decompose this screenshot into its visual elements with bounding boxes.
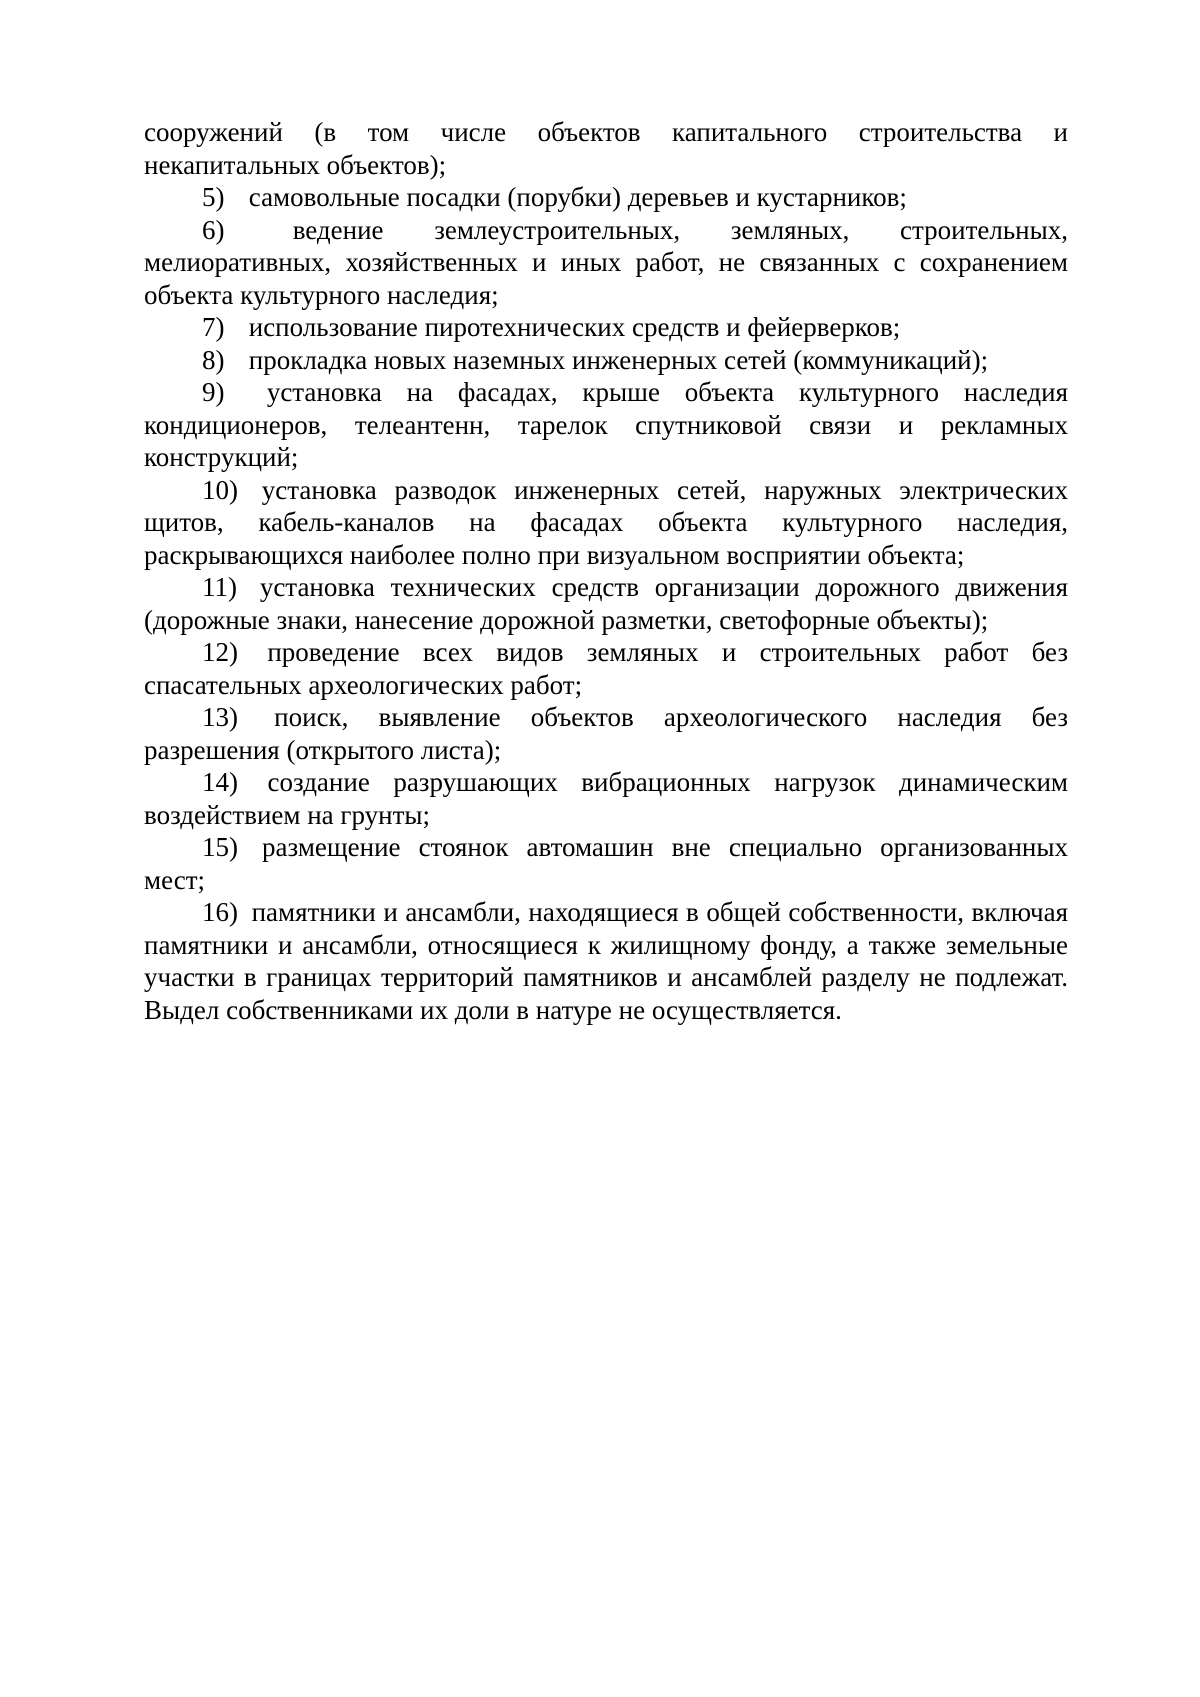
- list-item-number: 15): [202, 832, 238, 862]
- list-item-number: 7): [202, 312, 225, 342]
- list-item-text: использование пиротехнических средств и фейерверков;: [248, 312, 901, 342]
- list-item-text: размещение стоянок автомашин вне специально организованных мест;: [144, 832, 1069, 895]
- list-item: [144, 474, 1068, 572]
- list-item-number: 8): [202, 344, 225, 375]
- list-item-number: 12): [202, 637, 238, 667]
- list-item-number: 9): [202, 377, 225, 407]
- list-item-text: прокладка новых наземных инженерных сетей (коммуникаций);: [248, 344, 989, 375]
- list-item-text: самовольные посадки (порубки) деревьев и кустарников;: [248, 182, 907, 212]
- list-item: [144, 376, 1068, 474]
- list-item: [144, 896, 1068, 1026]
- list-item-number: 16): [202, 897, 238, 927]
- list-item: [144, 831, 1068, 896]
- intro-paragraph: сооружений (в том числе объектов капитального строительства и некапитальных объектов);: [144, 117, 1068, 180]
- document-page: [144, 116, 1068, 1026]
- list-item: [144, 344, 1068, 377]
- list-item: [144, 214, 1068, 312]
- list-item-number: 10): [202, 474, 238, 505]
- list-item-text: ведение землеустроительных, земляных, строительных, мелиоративных, хозяйственных и иных работ, не связанных с сохранением объекта культурного наследия;: [144, 214, 1068, 310]
- list-item: [144, 311, 1068, 344]
- list-item: [144, 636, 1068, 701]
- list-item: [144, 181, 1068, 214]
- list-item-number: 5): [202, 182, 225, 212]
- list-item-number: 13): [202, 702, 238, 732]
- list-item-text: создание разрушающих вибрационных нагрузок динамическим воздействием на грунты;: [144, 767, 1069, 830]
- list-item-number: 6): [202, 214, 225, 245]
- list-item-text: установка на фасадах, крыше объекта культурного наследия кондиционеров, телеантенн, тарелок спутниковой связи и рекламных конструкций;: [144, 377, 1068, 472]
- list-item: [144, 701, 1068, 766]
- list-item-text: поиск, выявление объектов археологического наследия без разрешения (открытого листа);: [144, 702, 1069, 765]
- list-item: [144, 571, 1068, 636]
- list-item: [144, 766, 1068, 831]
- list-item-text: установка разводок инженерных сетей, наружных электрических щитов, кабель-каналов на фасадах объекта культурного наследия, раскрывающихся наиболее полно при визуальном восприятии объекта;: [144, 474, 1068, 570]
- list-item-text: проведение всех видов земляных и строительных работ без спасательных археологических работ;: [144, 637, 1068, 700]
- list-item-number: 11): [202, 572, 237, 602]
- list-item-text: памятники и ансамбли, находящиеся в общей собственности, включая памятники и ансамбли, относящиеся к жилищному фонду, а также земельные участки в границах территорий памятников и ансамблей разделу не подлежат. Выдел собственниками их доли в натуре не осуществляется.: [144, 897, 1069, 1025]
- list-item-text: установка технических средств организации дорожного движения (дорожные знаки, нанесение дорожной разметки, светофорные объекты);: [144, 572, 1068, 635]
- list-item-number: 14): [202, 767, 238, 797]
